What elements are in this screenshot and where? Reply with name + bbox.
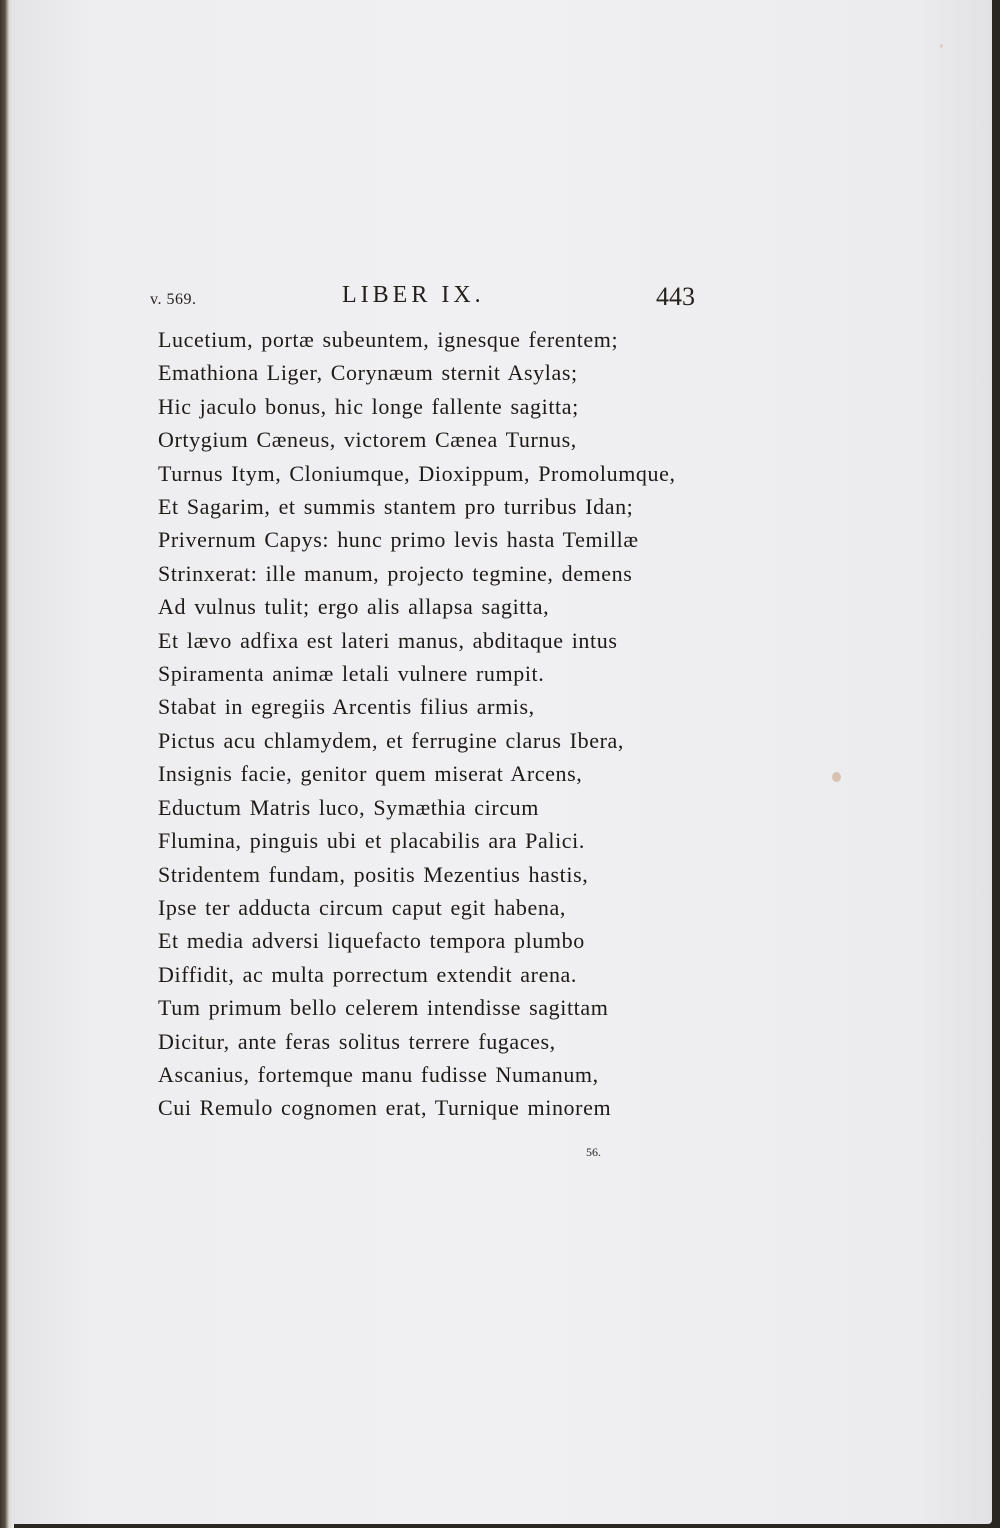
verse-line: Ascanius, fortemque manu fudisse Numanum,	[158, 1061, 599, 1087]
page-number: 443	[656, 282, 695, 311]
verse-line: Cui Remulo cognomen erat, Turnique minorem	[158, 1095, 612, 1121]
verse-line: Diffidit, ac multa porrectum extendit arena.	[158, 961, 578, 987]
verse-line: Dicitur, ante feras solitus terrere fugaces,	[158, 1028, 556, 1054]
verse-line: Hic jaculo bonus, hic longe fallente sagitta;	[158, 393, 579, 419]
paper-stain	[940, 44, 943, 48]
verse-line: Lucetium, portæ subeuntem, ignesque ferentem;	[158, 327, 619, 352]
verse-line: Spiramenta animæ letali vulnere rumpit.	[158, 661, 545, 687]
running-header	[150, 282, 710, 316]
book-title: LIBER IX.	[342, 282, 485, 308]
verse-line: Stridentem fundam, positis Mezentius hastis,	[158, 861, 589, 887]
signature-mark: 56.	[586, 1145, 601, 1159]
verse-line: Et Sagarim, et summis stantem pro turribus Idan;	[158, 494, 634, 520]
verse-line: Et lævo adfixa est lateri manus, abditaque intus	[158, 627, 618, 653]
verse-line: Ortygium Cæneus, victorem Cænea Turnus,	[158, 427, 577, 453]
verse-block	[158, 323, 778, 1125]
verse-line: Emathiona Liger, Corynæum sternit Asylas;	[158, 360, 578, 386]
verse-line: Eductum Matris luco, Symæthia circum	[158, 794, 539, 820]
verse-line: Pictus acu chlamydem, et ferrugine clarus Ibera,	[158, 727, 624, 753]
verse-line: Turnus Itym, Cloniumque, Dioxippum, Promolumque,	[158, 460, 676, 486]
verse-reference: v. 569.	[150, 291, 197, 308]
verse-line: Insignis facie, genitor quem miserat Arcens,	[158, 761, 583, 787]
verse-line: Et media adversi liquefacto tempora plumbo	[158, 928, 585, 954]
paper-stain	[832, 772, 841, 782]
verse-line: Ipse ter adducta circum caput egit habena,	[158, 894, 566, 920]
verse-line: Ad vulnus tulit; ergo alis allapsa sagitta,	[158, 594, 550, 620]
verse-line: Stabat in egregiis Arcentis filius armis,	[158, 694, 535, 720]
verse-line: Flumina, pinguis ubi et placabilis ara Palici.	[158, 828, 585, 854]
verse-line: Tum primum bello celerem intendisse sagittam	[158, 995, 609, 1021]
verse-line: Privernum Capys: hunc primo levis hasta Temillæ	[158, 527, 639, 553]
verse-line: Strinxerat: ille manum, projecto tegmine, demens	[158, 560, 633, 586]
